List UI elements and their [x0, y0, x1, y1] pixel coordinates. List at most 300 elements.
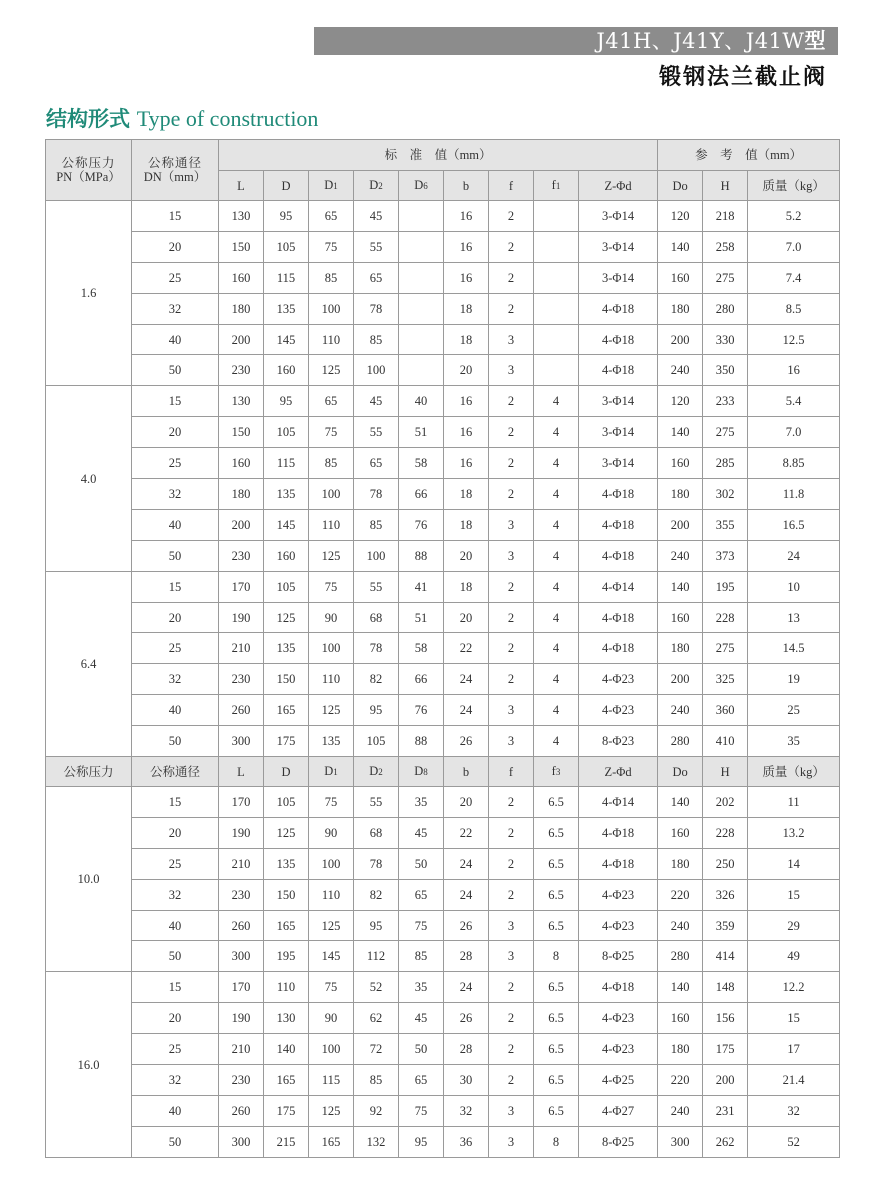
diameter-cell: 25: [132, 633, 219, 664]
value-cell: 4-Φ23: [579, 910, 658, 941]
value-cell: 160: [264, 355, 309, 386]
value-cell: 4-Φ27: [579, 1095, 658, 1126]
value-cell: 125: [264, 817, 309, 848]
value-cell: 2: [489, 262, 534, 293]
value-cell: 148: [703, 972, 748, 1003]
diameter-cell: 15: [132, 787, 219, 818]
value-cell: 7.0: [748, 417, 840, 448]
value-cell: 170: [219, 571, 264, 602]
value-cell: 2: [489, 448, 534, 479]
value-cell: 210: [219, 848, 264, 879]
value-cell: 95: [264, 201, 309, 232]
top-col-header: D6: [399, 171, 444, 201]
value-cell: 35: [399, 972, 444, 1003]
value-cell: 78: [354, 848, 399, 879]
value-cell: 2: [489, 664, 534, 695]
value-cell: 150: [264, 879, 309, 910]
table-row: [46, 417, 840, 448]
value-cell: 195: [264, 941, 309, 972]
value-cell: 4: [534, 479, 579, 510]
value-cell: 150: [264, 664, 309, 695]
table-row: [46, 726, 840, 757]
value-cell: 105: [264, 787, 309, 818]
value-cell: 6.5: [534, 972, 579, 1003]
value-cell: 110: [309, 664, 354, 695]
value-cell: 6.5: [534, 1034, 579, 1065]
value-cell: 160: [658, 448, 703, 479]
top-col-header: D2: [354, 171, 399, 201]
value-cell: 2: [489, 479, 534, 510]
value-cell: 72: [354, 1034, 399, 1065]
value-cell: 170: [219, 972, 264, 1003]
table-row: [46, 231, 840, 262]
table-row: [46, 664, 840, 695]
reference-values-header: 参 考 值（mm）: [658, 140, 840, 171]
mid-col-header: 质量（kg）: [748, 757, 840, 787]
value-cell: 92: [354, 1095, 399, 1126]
value-cell: 3: [489, 540, 534, 571]
value-cell: 233: [703, 386, 748, 417]
value-cell: 4-Φ23: [579, 1034, 658, 1065]
table-row: [46, 448, 840, 479]
value-cell: 350: [703, 355, 748, 386]
value-cell: 16: [444, 417, 489, 448]
value-cell: 19: [748, 664, 840, 695]
value-cell: 65: [354, 262, 399, 293]
value-cell: 50: [399, 848, 444, 879]
value-cell: 6.5: [534, 848, 579, 879]
value-cell: 45: [354, 201, 399, 232]
value-cell: 195: [703, 571, 748, 602]
value-cell: 12.2: [748, 972, 840, 1003]
value-cell: 280: [658, 941, 703, 972]
value-cell: 160: [658, 1003, 703, 1034]
value-cell: 285: [703, 448, 748, 479]
value-cell: [534, 324, 579, 355]
value-cell: 218: [703, 201, 748, 232]
value-cell: 2: [489, 386, 534, 417]
table-row: [46, 355, 840, 386]
value-cell: 2: [489, 602, 534, 633]
value-cell: 200: [658, 664, 703, 695]
value-cell: 10: [748, 571, 840, 602]
value-cell: 4: [534, 695, 579, 726]
pn-header: 公称压力 PN（MPa）: [46, 140, 132, 201]
value-cell: [534, 262, 579, 293]
value-cell: 25: [748, 695, 840, 726]
value-cell: [399, 293, 444, 324]
diameter-cell: 50: [132, 355, 219, 386]
table-row: [46, 1126, 840, 1157]
value-cell: 4: [534, 509, 579, 540]
value-cell: 2: [489, 848, 534, 879]
value-cell: 45: [399, 1003, 444, 1034]
diameter-cell: 40: [132, 324, 219, 355]
value-cell: 88: [399, 540, 444, 571]
value-cell: 105: [264, 231, 309, 262]
value-cell: 55: [354, 417, 399, 448]
value-cell: 26: [444, 1003, 489, 1034]
diameter-cell: 20: [132, 602, 219, 633]
top-col-header: f: [489, 171, 534, 201]
value-cell: 145: [264, 324, 309, 355]
value-cell: [534, 293, 579, 324]
value-cell: 6.5: [534, 817, 579, 848]
diameter-cell: 40: [132, 695, 219, 726]
value-cell: 145: [264, 509, 309, 540]
value-cell: 16: [444, 201, 489, 232]
table-row: [46, 324, 840, 355]
value-cell: 100: [354, 355, 399, 386]
value-cell: 24: [444, 848, 489, 879]
value-cell: 2: [489, 972, 534, 1003]
value-cell: 2: [489, 571, 534, 602]
value-cell: 12.5: [748, 324, 840, 355]
value-cell: 175: [703, 1034, 748, 1065]
value-cell: [399, 355, 444, 386]
table-row: [46, 1095, 840, 1126]
value-cell: 6.5: [534, 1003, 579, 1034]
value-cell: 140: [658, 972, 703, 1003]
value-cell: 4: [534, 448, 579, 479]
value-cell: 280: [658, 726, 703, 757]
diameter-cell: 20: [132, 417, 219, 448]
table-row: [46, 509, 840, 540]
top-col-header: f1: [534, 171, 579, 201]
value-cell: 228: [703, 602, 748, 633]
value-cell: 55: [354, 231, 399, 262]
value-cell: 3-Φ14: [579, 231, 658, 262]
value-cell: 3: [489, 910, 534, 941]
value-cell: 4: [534, 602, 579, 633]
value-cell: 55: [354, 571, 399, 602]
value-cell: 2: [489, 1003, 534, 1034]
header-row-3: [46, 757, 840, 787]
value-cell: 4-Φ23: [579, 695, 658, 726]
value-cell: 95: [399, 1126, 444, 1157]
value-cell: 220: [658, 1065, 703, 1096]
diameter-cell: 50: [132, 726, 219, 757]
diameter-cell: 15: [132, 386, 219, 417]
value-cell: 90: [309, 1003, 354, 1034]
value-cell: 160: [658, 817, 703, 848]
value-cell: 410: [703, 726, 748, 757]
value-cell: 180: [219, 293, 264, 324]
value-cell: 200: [219, 324, 264, 355]
value-cell: 85: [354, 509, 399, 540]
value-cell: 32: [748, 1095, 840, 1126]
value-cell: 4-Φ18: [579, 324, 658, 355]
table-row: [46, 1034, 840, 1065]
value-cell: 190: [219, 1003, 264, 1034]
mid-col-header: D8: [399, 757, 444, 787]
value-cell: 32: [444, 1095, 489, 1126]
diameter-cell: 25: [132, 448, 219, 479]
diameter-cell: 50: [132, 941, 219, 972]
value-cell: 135: [264, 633, 309, 664]
dn-header-2: 公称通径: [132, 757, 219, 787]
value-cell: 4-Φ18: [579, 633, 658, 664]
value-cell: 78: [354, 479, 399, 510]
top-col-header: D: [264, 171, 309, 201]
value-cell: 260: [219, 695, 264, 726]
value-cell: 3-Φ14: [579, 386, 658, 417]
value-cell: 21.4: [748, 1065, 840, 1096]
value-cell: 4-Φ14: [579, 787, 658, 818]
value-cell: 160: [219, 262, 264, 293]
table-row: [46, 262, 840, 293]
value-cell: 105: [264, 571, 309, 602]
value-cell: 95: [354, 695, 399, 726]
value-cell: 20: [444, 540, 489, 571]
value-cell: 18: [444, 571, 489, 602]
value-cell: 140: [658, 571, 703, 602]
value-cell: 3: [489, 941, 534, 972]
value-cell: 50: [399, 1034, 444, 1065]
value-cell: 90: [309, 817, 354, 848]
value-cell: 22: [444, 633, 489, 664]
value-cell: 5.4: [748, 386, 840, 417]
value-cell: 78: [354, 633, 399, 664]
value-cell: 3-Φ14: [579, 201, 658, 232]
value-cell: 3: [489, 1126, 534, 1157]
diameter-cell: 20: [132, 231, 219, 262]
value-cell: 26: [444, 726, 489, 757]
value-cell: 51: [399, 602, 444, 633]
value-cell: 75: [309, 571, 354, 602]
value-cell: 14.5: [748, 633, 840, 664]
value-cell: 132: [354, 1126, 399, 1157]
value-cell: 15: [748, 1003, 840, 1034]
value-cell: 240: [658, 910, 703, 941]
table-row: [46, 602, 840, 633]
pressure-cell: 1.6: [46, 201, 132, 386]
value-cell: 75: [309, 787, 354, 818]
value-cell: 125: [309, 695, 354, 726]
value-cell: [399, 231, 444, 262]
value-cell: 125: [309, 540, 354, 571]
value-cell: 4: [534, 417, 579, 448]
model-banner: [314, 27, 838, 55]
model-suffix: 型: [804, 29, 826, 53]
value-cell: 8-Φ25: [579, 1126, 658, 1157]
value-cell: 240: [658, 355, 703, 386]
value-cell: 120: [658, 386, 703, 417]
value-cell: 4-Φ18: [579, 479, 658, 510]
value-cell: 82: [354, 879, 399, 910]
value-cell: 51: [399, 417, 444, 448]
value-cell: 90: [309, 602, 354, 633]
section-title-en: Type of construction: [136, 106, 319, 131]
value-cell: 65: [399, 879, 444, 910]
value-cell: 8.85: [748, 448, 840, 479]
value-cell: 2: [489, 787, 534, 818]
value-cell: 58: [399, 448, 444, 479]
value-cell: 110: [309, 879, 354, 910]
value-cell: 4-Φ18: [579, 817, 658, 848]
standard-values-header: 标 准 值（mm）: [219, 140, 658, 171]
dn-header: 公称通径 DN（mm）: [132, 140, 219, 201]
table-row: [46, 817, 840, 848]
value-cell: 2: [489, 293, 534, 324]
value-cell: 140: [658, 231, 703, 262]
value-cell: 325: [703, 664, 748, 695]
value-cell: 160: [219, 448, 264, 479]
value-cell: 140: [264, 1034, 309, 1065]
table-row: [46, 848, 840, 879]
value-cell: 110: [309, 509, 354, 540]
value-cell: 58: [399, 633, 444, 664]
diameter-cell: 15: [132, 201, 219, 232]
value-cell: 275: [703, 417, 748, 448]
table-row: [46, 787, 840, 818]
value-cell: 4-Φ18: [579, 293, 658, 324]
value-cell: 110: [264, 972, 309, 1003]
value-cell: 52: [354, 972, 399, 1003]
value-cell: 45: [354, 386, 399, 417]
value-cell: 165: [264, 1065, 309, 1096]
value-cell: 6.5: [534, 1065, 579, 1096]
table-row: [46, 695, 840, 726]
value-cell: 45: [399, 817, 444, 848]
value-cell: 68: [354, 602, 399, 633]
value-cell: 200: [658, 509, 703, 540]
value-cell: 230: [219, 1065, 264, 1096]
value-cell: 4-Φ25: [579, 1065, 658, 1096]
value-cell: 78: [354, 293, 399, 324]
value-cell: 100: [309, 633, 354, 664]
value-cell: 115: [264, 262, 309, 293]
value-cell: 13: [748, 602, 840, 633]
value-cell: 24: [444, 972, 489, 1003]
diameter-cell: 50: [132, 1126, 219, 1157]
value-cell: 110: [309, 324, 354, 355]
value-cell: 2: [489, 1065, 534, 1096]
value-cell: 7.0: [748, 231, 840, 262]
table-row: [46, 1065, 840, 1096]
value-cell: 18: [444, 479, 489, 510]
value-cell: 62: [354, 1003, 399, 1034]
value-cell: 200: [219, 509, 264, 540]
value-cell: 49: [748, 941, 840, 972]
value-cell: 6.5: [534, 787, 579, 818]
value-cell: 4-Φ18: [579, 972, 658, 1003]
pressure-cell: 4.0: [46, 386, 132, 571]
diameter-cell: 20: [132, 1003, 219, 1034]
table-row: [46, 1003, 840, 1034]
value-cell: 262: [703, 1126, 748, 1157]
value-cell: 230: [219, 879, 264, 910]
value-cell: 115: [264, 448, 309, 479]
value-cell: 24: [444, 664, 489, 695]
value-cell: 76: [399, 695, 444, 726]
mid-col-header: b: [444, 757, 489, 787]
value-cell: 20: [444, 602, 489, 633]
value-cell: 85: [354, 324, 399, 355]
value-cell: [399, 324, 444, 355]
value-cell: [399, 262, 444, 293]
diameter-cell: 15: [132, 972, 219, 1003]
value-cell: 4-Φ23: [579, 664, 658, 695]
value-cell: 140: [658, 787, 703, 818]
value-cell: 85: [309, 262, 354, 293]
table-row: [46, 293, 840, 324]
table-row: [46, 201, 840, 232]
value-cell: 231: [703, 1095, 748, 1126]
value-cell: 85: [399, 941, 444, 972]
value-cell: 180: [658, 848, 703, 879]
value-cell: 36: [444, 1126, 489, 1157]
value-cell: 260: [219, 910, 264, 941]
value-cell: 22: [444, 817, 489, 848]
value-cell: 55: [354, 787, 399, 818]
value-cell: 180: [658, 1034, 703, 1065]
value-cell: 105: [354, 726, 399, 757]
value-cell: 165: [264, 695, 309, 726]
value-cell: 28: [444, 941, 489, 972]
value-cell: 112: [354, 941, 399, 972]
value-cell: 250: [703, 848, 748, 879]
value-cell: 170: [219, 787, 264, 818]
mid-col-header: D1: [309, 757, 354, 787]
spec-table: [45, 139, 840, 1158]
value-cell: 175: [264, 1095, 309, 1126]
value-cell: 14: [748, 848, 840, 879]
value-cell: 180: [658, 293, 703, 324]
value-cell: 4: [534, 633, 579, 664]
value-cell: 68: [354, 817, 399, 848]
mid-col-header: Z-Φd: [579, 757, 658, 787]
value-cell: 85: [354, 1065, 399, 1096]
value-cell: 165: [264, 910, 309, 941]
value-cell: 75: [309, 231, 354, 262]
value-cell: 3: [489, 324, 534, 355]
value-cell: 5.2: [748, 201, 840, 232]
value-cell: 13.2: [748, 817, 840, 848]
value-cell: 16: [444, 448, 489, 479]
value-cell: [534, 231, 579, 262]
value-cell: 35: [399, 787, 444, 818]
value-cell: 8: [534, 1126, 579, 1157]
value-cell: 4-Φ18: [579, 602, 658, 633]
value-cell: 28: [444, 1034, 489, 1065]
value-cell: 24: [444, 695, 489, 726]
value-cell: 160: [658, 262, 703, 293]
value-cell: 18: [444, 324, 489, 355]
value-cell: 85: [309, 448, 354, 479]
value-cell: 8.5: [748, 293, 840, 324]
product-title: 锻钢法兰截止阀: [658, 65, 827, 90]
value-cell: 2: [489, 633, 534, 664]
model-number: J41H、J41Y、J41W: [596, 29, 805, 53]
value-cell: 4: [534, 571, 579, 602]
value-cell: 165: [309, 1126, 354, 1157]
mid-col-header: Do: [658, 757, 703, 787]
value-cell: 16: [444, 386, 489, 417]
value-cell: 105: [264, 417, 309, 448]
value-cell: 3: [489, 726, 534, 757]
value-cell: 2: [489, 1034, 534, 1065]
value-cell: 4-Φ14: [579, 571, 658, 602]
diameter-cell: 32: [132, 1065, 219, 1096]
value-cell: 135: [309, 726, 354, 757]
value-cell: 180: [658, 633, 703, 664]
value-cell: 135: [264, 293, 309, 324]
value-cell: 8: [534, 941, 579, 972]
table-row: [46, 879, 840, 910]
value-cell: 135: [264, 479, 309, 510]
section-title-cn: 结构形式: [46, 107, 130, 131]
